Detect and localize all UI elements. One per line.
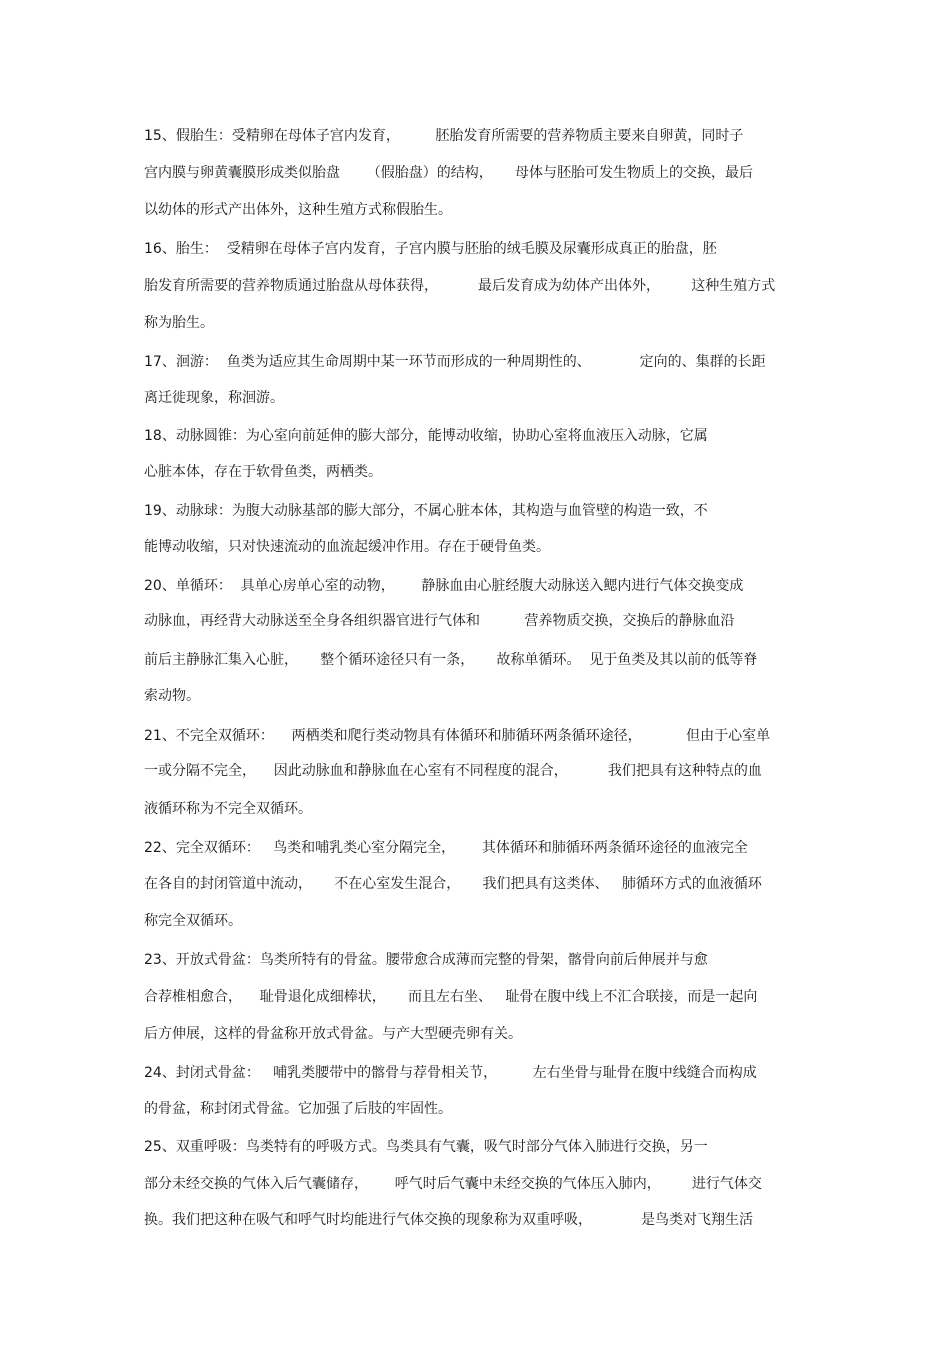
text-line: 前后主静脉汇集入心脏， 整个循环途径只有一条， 故称单循环。 见于鱼类及其以前的低等脊 (144, 652, 758, 668)
text-line: 后方伸展，这样的骨盆称开放式骨盆。与产大型硬壳卵有关。 (144, 1026, 522, 1042)
text-line: 18、动脉圆锥：为心室向前延伸的膨大部分，能博动收缩，协助心室将血液压入动脉，它属 (144, 428, 708, 444)
text-line: 液循环称为不完全双循环。 (144, 801, 312, 817)
text-line: 心脏本体，存在于软骨鱼类，两栖类。 (144, 464, 382, 480)
text-line: 22、完全双循环： 鸟类和哺乳类心室分隔完全， 其体循环和肺循环两条循环途径的血液完全 (144, 840, 748, 856)
text-line: 合荐椎相愈合， 耻骨退化成细棒状， 而且左右坐、 耻骨在腹中线上不汇合联接，而是一起向 (144, 989, 758, 1005)
text-line: 动脉血，再经背大动脉送至全身各组织器官进行气体和 营养物质交换，交换后的静脉血沿 (144, 613, 735, 629)
text-line: 25、双重呼吸：鸟类特有的呼吸方式。鸟类具有气囊，吸气时部分气体入肺进行交换，另一 (144, 1139, 708, 1155)
text-line: 一或分隔不完全， 因此动脉血和静脉血在心室有不同程度的混合， 我们把具有这种特点的血 (144, 763, 762, 779)
text-line: 19、动脉球：为腹大动脉基部的膨大部分，不属心脏本体，其构造与血管壁的构造一致，不 (144, 503, 708, 519)
text-line: 换。我们把这种在吸气和呼气时均能进行气体交换的现象称为双重呼吸， 是鸟类对飞翔生活 (144, 1212, 753, 1228)
text-line: 胎发育所需要的营养物质通过胎盘从母体获得， 最后发育成为幼体产出体外， 这种生殖方式 (144, 278, 776, 294)
text-line: 17、洄游： 鱼类为适应其生命周期中某一环节而形成的一种周期性的、 定向的、集群的长距 (144, 354, 766, 370)
text-line: 以幼体的形式产出体外，这种生殖方式称假胎生。 (144, 202, 452, 218)
text-line: 的骨盆，称封闭式骨盆。它加强了后肢的牢固性。 (144, 1101, 452, 1117)
text-line: 部分未经交换的气体入后气囊储存， 呼气时后气囊中未经交换的气体压入肺内， 进行气体交 (144, 1176, 762, 1192)
text-line: 21、不完全双循环： 两栖类和爬行类动物具有体循环和肺循环两条循环途径， 但由于心室单 (144, 728, 771, 744)
text-line: 称完全双循环。 (144, 913, 242, 929)
text-line: 宫内膜与卵黄囊膜形成类似胎盘 （假胎盘）的结构， 母体与胚胎可发生物质上的交换，最后 (144, 165, 753, 181)
text-line: 23、开放式骨盆：鸟类所特有的骨盆。腰带愈合成薄而完整的骨架，髂骨向前后伸展并与愈 (144, 952, 708, 968)
text-line: 在各自的封闭管道中流动， 不在心室发生混合， 我们把具有这类体、 肺循环方式的血液循环 (144, 876, 762, 892)
text-line: 15、假胎生：受精卵在母体子宫内发育， 胚胎发育所需要的营养物质主要来自卵黄，同时子 (144, 128, 744, 144)
text-line: 离迁徙现象，称洄游。 (144, 390, 284, 406)
text-line: 20、单循环： 具单心房单心室的动物， 静脉血由心脏经腹大动脉送入鳃内进行气体交换变成 (144, 578, 744, 594)
text-line: 16、胎生： 受精卵在母体子宫内发育，子宫内膜与胚胎的绒毛膜及尿囊形成真正的胎盘，胚 (144, 241, 717, 257)
text-line: 称为胎生。 (144, 315, 214, 331)
text-line: 能博动收缩，只对快速流动的血流起缓冲作用。存在于硬骨鱼类。 (144, 539, 550, 555)
text-line: 24、封闭式骨盆： 哺乳类腰带中的髂骨与荐骨相关节， 左右坐骨与耻骨在腹中线缝合而构成 (144, 1065, 757, 1081)
text-line: 索动物。 (144, 688, 200, 704)
